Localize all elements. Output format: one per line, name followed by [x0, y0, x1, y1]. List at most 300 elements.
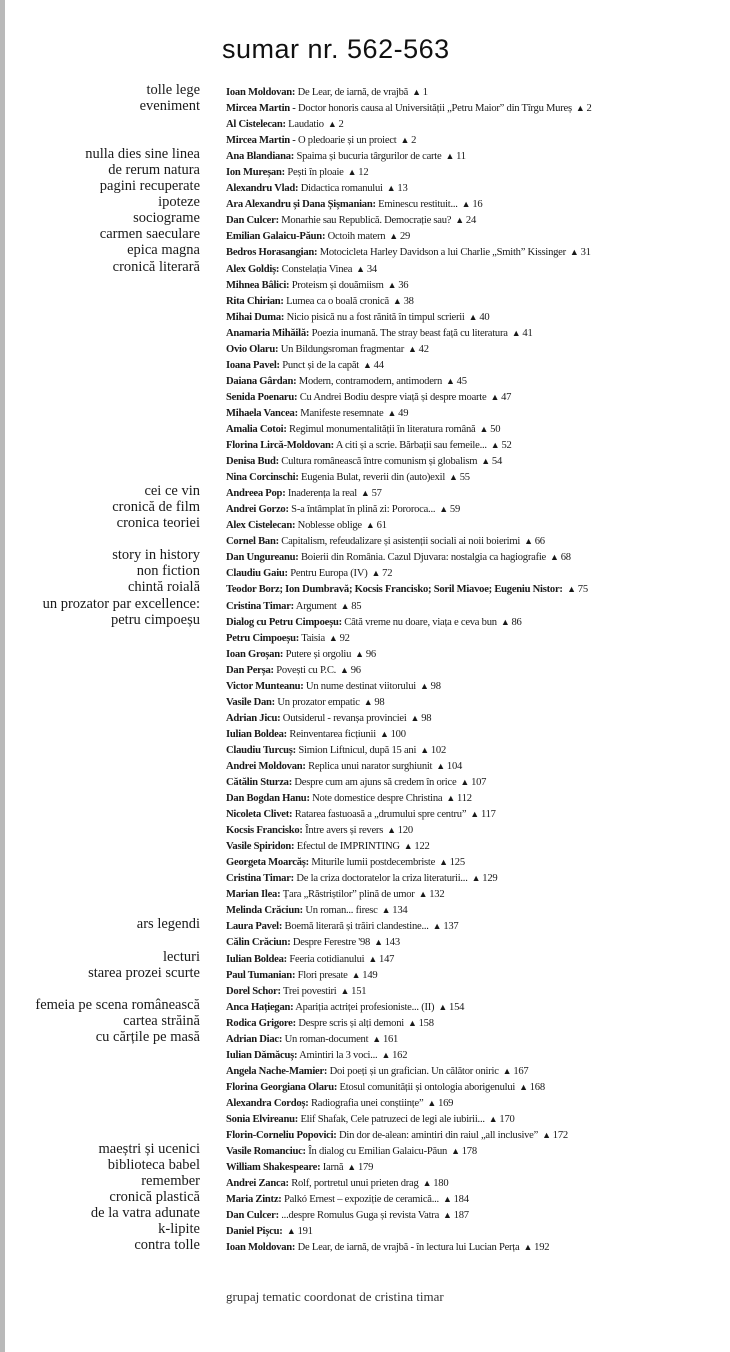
toc-entry[interactable]	[226, 358, 384, 373]
toc-entry[interactable]	[226, 486, 382, 501]
triangle-marker-icon: ▲	[540, 1130, 553, 1141]
toc-row	[0, 996, 730, 1015]
entry-page-number: 147	[379, 953, 395, 965]
triangle-marker-icon: ▲	[369, 568, 383, 579]
entry-title: Un prozator empatic	[277, 696, 360, 708]
toc-row	[0, 453, 730, 469]
toc-entry[interactable]	[226, 1192, 469, 1207]
entry-page-number: 42	[418, 343, 429, 355]
toc-entry[interactable]	[226, 229, 410, 244]
toc-entry[interactable]	[226, 968, 377, 983]
toc-entry[interactable]	[226, 1032, 398, 1047]
toc-row	[0, 1239, 730, 1255]
toc-entry[interactable]	[226, 743, 446, 758]
toc-row	[0, 1063, 730, 1079]
entry-author: Iulian Boldea:	[226, 728, 287, 740]
toc-entry[interactable]	[226, 502, 460, 517]
entry-author: Senida Poenaru:	[226, 391, 298, 403]
entry-author: Paul Tumanian:	[226, 969, 296, 981]
toc-row	[0, 437, 730, 453]
toc-row	[0, 742, 730, 758]
triangle-marker-icon: ▲	[500, 1065, 514, 1076]
toc-entry[interactable]	[226, 727, 406, 742]
toc-row	[0, 421, 730, 437]
entry-page-number: 96	[365, 648, 376, 660]
entry-page-number: 2	[338, 119, 344, 131]
toc-entry[interactable]	[226, 952, 394, 967]
triangle-marker-icon: ▲	[425, 1097, 439, 1108]
entry-page-number: 192	[534, 1242, 550, 1254]
triangle-marker-icon: ▲	[567, 247, 581, 258]
section-label: lecturi	[162, 948, 200, 965]
section-label: cronică de film	[112, 499, 200, 516]
toc-entry[interactable]	[226, 149, 466, 164]
triangle-marker-icon: ▲	[498, 616, 512, 627]
entry-page-number: 184	[453, 1194, 469, 1206]
toc-entry[interactable]	[226, 390, 511, 405]
triangle-marker-icon: ▲	[522, 536, 535, 547]
toc-entry[interactable]	[226, 550, 571, 565]
entry-author: Alex Goldiș:	[226, 263, 280, 275]
triangle-marker-icon: ▲	[437, 504, 450, 515]
entry-author: Kocsis Francisko:	[226, 825, 303, 837]
toc-row	[0, 1047, 730, 1063]
toc-entry[interactable]	[226, 1208, 469, 1223]
entry-page-number: 16	[472, 199, 483, 211]
toc-row	[0, 918, 730, 934]
triangle-marker-icon: ▲	[567, 584, 578, 595]
triangle-marker-icon: ▲	[358, 488, 372, 499]
toc-entry[interactable]	[226, 935, 400, 950]
entry-page-number: 36	[398, 279, 409, 291]
triangle-marker-icon: ▲	[345, 167, 359, 178]
triangle-marker-icon: ▲	[384, 183, 398, 194]
entry-author: Ovio Olaru:	[226, 343, 279, 355]
toc-row	[0, 1079, 730, 1095]
section-label: chintă roială	[127, 579, 200, 596]
toc-entry[interactable]	[226, 85, 428, 100]
toc-entry[interactable]	[226, 582, 588, 597]
entry-title: Eminescu restituit...	[378, 199, 458, 211]
toc-entry[interactable]	[226, 374, 467, 389]
toc-row	[0, 1111, 730, 1127]
triangle-marker-icon: ▲	[361, 696, 375, 707]
triangle-marker-icon: ▲	[366, 953, 380, 964]
entry-title: S-a întâmplat în plină zi: Pororoca...	[291, 504, 436, 516]
toc-row	[0, 533, 730, 549]
triangle-marker-icon: ▲	[469, 873, 483, 884]
entry-author: Bedros Horasangian:	[226, 247, 318, 259]
entry-title: Motocicleta Harley Davidson a lui Charlie „Smith” Kissinger	[319, 247, 566, 259]
entry-page-number: 191	[297, 1226, 313, 1238]
toc-row	[0, 549, 730, 565]
toc-entry[interactable]	[226, 615, 522, 630]
triangle-marker-icon: ▲	[408, 712, 422, 723]
toc-entry[interactable]	[226, 454, 502, 469]
entry-author: Alexandra Cordoș:	[226, 1097, 309, 1109]
section-label: de la vatra adunate	[90, 1205, 200, 1222]
section-label: pagini recuperate	[99, 178, 200, 195]
toc-entry[interactable]	[226, 775, 486, 790]
toc-entry[interactable]	[226, 1080, 545, 1095]
entry-page-number: 24	[465, 215, 477, 227]
entry-page-number: 98	[430, 680, 441, 692]
entry-title: Octoih matern	[327, 231, 386, 243]
entry-title: Feeria cotidianului	[289, 953, 365, 965]
triangle-marker-icon: ▲	[444, 375, 457, 386]
toc-entry[interactable]	[226, 197, 482, 212]
toc-row	[0, 934, 730, 950]
footer-note: grupaj tematic coordonat de cristina timar	[226, 1289, 444, 1304]
toc-entry[interactable]	[226, 181, 408, 196]
toc-row	[0, 84, 730, 100]
entry-page-number: 66	[534, 536, 545, 548]
triangle-marker-icon: ▲	[354, 263, 367, 274]
entry-author: Vasile Dan:	[226, 696, 275, 708]
triangle-marker-icon: ▲	[385, 279, 399, 290]
section-label: de rerum natura	[108, 162, 200, 179]
toc-row	[0, 1095, 730, 1111]
entry-title: Un Bildungsroman fragmentar	[280, 343, 404, 355]
toc-row	[0, 726, 730, 742]
section-label: petru cimpoeșu	[111, 611, 200, 628]
triangle-marker-icon: ▲	[521, 1242, 535, 1253]
toc-row	[0, 501, 730, 517]
toc-row	[0, 662, 730, 678]
toc-row	[0, 854, 730, 870]
entry-author: Ioan Groșan:	[226, 648, 284, 660]
entry-title: Despre cum am ajuns să credem în orice	[294, 777, 457, 789]
toc-entry[interactable]	[226, 1144, 477, 1159]
toc-entry[interactable]	[226, 1160, 373, 1175]
toc-entry[interactable]	[226, 165, 368, 180]
entry-page-number: 34	[366, 263, 377, 275]
entry-page-number: 96	[350, 664, 361, 676]
toc-entry[interactable]	[226, 1176, 448, 1191]
triangle-marker-icon: ▲	[488, 391, 502, 402]
entry-page-number: 50	[490, 423, 501, 435]
entry-author: Nina Corcinschi:	[226, 472, 299, 484]
entry-page-number: 57	[371, 488, 382, 500]
toc-row	[0, 341, 730, 357]
toc-entry[interactable]	[226, 1016, 434, 1031]
toc-row	[0, 1207, 730, 1223]
section-label: eveniment	[139, 98, 200, 115]
triangle-marker-icon: ▲	[573, 103, 587, 114]
toc-entry[interactable]	[226, 807, 496, 822]
entry-page-number: 107	[471, 777, 487, 789]
entry-author: Ara Alexandru și Dana Șișmanian:	[226, 199, 376, 211]
entry-author: Victor Munteanu:	[226, 680, 304, 692]
entry-title: Câtă vreme nu doare, viața e ceva bun	[344, 616, 497, 628]
entry-author: Mircea Martin -	[226, 135, 296, 147]
toc-entry[interactable]	[226, 759, 462, 774]
triangle-marker-icon: ▲	[441, 1210, 454, 1221]
toc-row	[0, 309, 730, 325]
triangle-marker-icon: ▲	[338, 600, 352, 611]
entry-title: Punct și de la capăt	[282, 359, 359, 371]
section-label: femeia pe scena românească	[35, 996, 200, 1013]
triangle-marker-icon: ▲	[479, 456, 492, 467]
triangle-marker-icon: ▲	[449, 1146, 462, 1157]
entry-title: Doctor honoris causa al Universității „Petru Maior” din Tîrgu Mureș	[298, 103, 572, 115]
toc-entry[interactable]	[226, 310, 489, 325]
triangle-marker-icon: ▲	[370, 1033, 383, 1044]
toc-entry[interactable]	[226, 1096, 453, 1111]
toc-row	[0, 1223, 730, 1239]
toc-entry[interactable]	[226, 887, 444, 902]
entry-page-number: 11	[456, 151, 466, 163]
triangle-marker-icon: ▲	[434, 760, 447, 771]
toc-entry[interactable]	[226, 518, 387, 533]
toc-entry[interactable]	[226, 1128, 568, 1143]
entry-page-number: 92	[339, 632, 350, 644]
entry-author: Florin-Corneliu Popovici:	[226, 1130, 337, 1142]
toc-entry[interactable]	[226, 679, 441, 694]
entry-title: Țara „Răstriștilor” plină de umor	[282, 889, 415, 901]
toc-entry[interactable]	[226, 245, 591, 260]
triangle-marker-icon: ▲	[398, 135, 412, 146]
entry-page-number: 102	[430, 744, 446, 756]
triangle-marker-icon: ▲	[338, 985, 352, 996]
triangle-marker-icon: ▲	[436, 1001, 450, 1012]
entry-page-number: 168	[529, 1081, 545, 1093]
entry-page-number: 134	[392, 905, 408, 917]
entry-title: Boemă literară și trăiri clandestine...	[284, 921, 429, 933]
section-label: cronică plastică	[109, 1189, 200, 1206]
entry-title: Cultura românească între comunism și globalism	[281, 456, 478, 468]
triangle-marker-icon: ▲	[468, 809, 481, 820]
entry-title: Laudatio	[288, 119, 324, 131]
entry-title: Proteism și douămiism	[291, 279, 384, 291]
entry-page-number: 122	[414, 841, 430, 853]
entry-title: Între avers și revers	[305, 825, 384, 837]
triangle-marker-icon: ▲	[509, 327, 523, 338]
entry-title: Manifeste resemnate	[300, 407, 384, 419]
toc-entry[interactable]	[226, 1000, 464, 1015]
entry-title: Boierii din România. Cazul Djuvara: nostalgia ca hagiografie	[300, 552, 547, 564]
entry-page-number: 129	[482, 873, 498, 885]
triangle-marker-icon: ▲	[405, 1017, 419, 1028]
entry-author: Iulian Boldea:	[226, 953, 287, 965]
toc-row	[0, 758, 730, 774]
entry-title: Monarhie sau Republică. Democrație sau?	[281, 215, 452, 227]
toc-entry[interactable]	[226, 1112, 515, 1127]
toc-entry[interactable]	[226, 326, 532, 341]
entry-title: Etosul comunității și ontologia aborigenului	[339, 1081, 516, 1093]
toc-row	[0, 838, 730, 854]
toc-entry[interactable]	[226, 839, 430, 854]
entry-title: Inaderența la real	[287, 488, 357, 500]
toc-row	[0, 100, 730, 116]
entry-author: Andrei Zanca:	[226, 1178, 289, 1190]
section-label: cu cărțile pe masă	[95, 1028, 200, 1045]
toc-entry[interactable]	[226, 631, 350, 646]
entry-page-number: 158	[418, 1017, 434, 1029]
toc-row	[0, 806, 730, 822]
toc-entry[interactable]	[226, 534, 545, 549]
section-label: carmen saeculare	[99, 226, 200, 243]
toc-entry[interactable]	[226, 133, 416, 148]
entry-title: De Lear, de iarnă, de vrajbă	[297, 87, 409, 98]
entry-title: Outsiderul - revanșa provinciei	[282, 712, 407, 724]
entry-page-number: 100	[390, 728, 406, 740]
triangle-marker-icon: ▲	[379, 1049, 393, 1060]
entry-title: Amintiri la 3 voci...	[299, 1049, 378, 1061]
toc-entry[interactable]	[226, 919, 458, 934]
entry-page-number: 85	[351, 600, 362, 612]
toc-row	[0, 258, 730, 277]
toc-entry[interactable]	[226, 1048, 407, 1063]
entry-page-number: 54	[491, 456, 502, 468]
toc-entry[interactable]	[226, 791, 472, 806]
entry-title: Din dor de-alean: amintiri din raiul „all inclusive”	[338, 1130, 539, 1142]
entry-author: Ana Blandiana:	[226, 151, 295, 163]
toc-entry[interactable]	[226, 855, 465, 870]
toc-entry[interactable]	[226, 663, 361, 678]
toc-row	[0, 405, 730, 421]
toc-row	[0, 1159, 730, 1175]
triangle-marker-icon: ▲	[349, 969, 363, 980]
entry-author: Cristina Timar:	[226, 873, 294, 885]
entry-page-number: 120	[397, 825, 413, 837]
entry-page-number: 161	[382, 1033, 399, 1045]
entry-author: Cătălin Sturza:	[226, 777, 292, 789]
entry-page-number: 98	[374, 696, 385, 708]
entry-author: Dialog cu Petru Cimpoeșu:	[226, 616, 342, 628]
triangle-marker-icon: ▲	[430, 921, 444, 932]
toc-row	[0, 964, 730, 983]
entry-page-number: 167	[513, 1065, 529, 1077]
entry-title: Rolf, portretul unui prieten drag	[291, 1178, 419, 1190]
entry-author: Marian Ilea:	[226, 889, 281, 901]
toc-entry[interactable]	[226, 566, 392, 581]
toc-row	[0, 902, 730, 918]
entry-page-number: 2	[586, 103, 592, 115]
entry-page-number: 41	[522, 327, 533, 339]
triangle-marker-icon: ▲	[548, 552, 561, 563]
toc-entry[interactable]	[226, 711, 431, 726]
entry-author: Dan Culcer:	[226, 1210, 279, 1222]
toc-entry[interactable]	[226, 422, 500, 437]
toc-row	[0, 678, 730, 694]
toc-entry[interactable]	[226, 871, 497, 886]
entry-title: Miturile lumii postdecembriste	[311, 857, 436, 869]
toc-entry[interactable]	[226, 1064, 528, 1079]
entry-page-number: 45	[456, 375, 467, 387]
toc-entry[interactable]	[226, 903, 407, 918]
entry-page-number: 44	[373, 359, 384, 371]
entry-page-number: 149	[362, 969, 378, 981]
entry-author: Mihai Duma:	[226, 311, 285, 323]
entry-title: Un roman-document	[284, 1033, 369, 1045]
entry-title: Pești în ploaie	[287, 167, 344, 179]
entry-page-number: 180	[433, 1178, 449, 1190]
entry-author: Teodor Borz; Ion Dumbravă; Kocsis Francisko; Soril Miavoe; Eugeniu Nistor:	[226, 584, 563, 596]
entry-title: Poezia inumană. The stray beast față cu literatura	[311, 327, 508, 339]
entry-author: Andreea Pop:	[226, 488, 286, 500]
toc-entry[interactable]	[226, 438, 512, 453]
entry-author: Cristina Timar:	[226, 600, 294, 612]
entry-author: Laura Pavel:	[226, 921, 283, 933]
toc-row	[0, 293, 730, 309]
entry-title: Didactica romanului	[300, 183, 383, 195]
entry-title: Cu Andrei Bodiu despre viață și despre moarte	[299, 391, 487, 403]
entry-title: Trei povestiri	[282, 985, 337, 997]
entry-author: Claudiu Turcuș:	[226, 744, 296, 756]
entry-title: Povești cu P.C.	[276, 664, 337, 676]
entry-title: Replica unui narator surghiunit	[308, 760, 433, 772]
entry-author: Iulian Dămăcuș:	[226, 1049, 298, 1061]
section-label: remember	[141, 1173, 200, 1190]
entry-author: Ion Mureșan:	[226, 167, 285, 179]
triangle-marker-icon: ▲	[437, 857, 450, 868]
entry-author: Ioana Pavel:	[226, 359, 280, 371]
toc-row	[0, 710, 730, 726]
toc-entry[interactable]	[226, 294, 414, 309]
entry-page-number: 172	[552, 1130, 568, 1142]
entry-page-number: 1	[422, 87, 428, 98]
entry-page-number: 162	[392, 1049, 408, 1061]
entry-page-number: 68	[560, 552, 571, 564]
entry-page-number: 13	[397, 183, 408, 195]
triangle-marker-icon: ▲	[453, 215, 466, 226]
entry-author: Daiana Gârdan:	[226, 375, 297, 387]
toc-entry[interactable]	[226, 101, 592, 116]
toc-row	[0, 244, 730, 260]
entry-author: Vasile Spiridon:	[226, 841, 295, 853]
toc-entry[interactable]	[226, 1240, 549, 1255]
toc-entry[interactable]	[226, 647, 376, 662]
toc-entry[interactable]	[226, 695, 384, 710]
entry-author: Maria Zintz:	[226, 1194, 282, 1206]
entry-author: Andrei Moldovan:	[226, 760, 306, 772]
entry-page-number: 52	[501, 440, 512, 452]
triangle-marker-icon: ▲	[418, 744, 431, 755]
entry-author: Adrian Diac:	[226, 1033, 283, 1045]
entry-author: Dan Culcer:	[226, 215, 279, 227]
toc-row	[0, 790, 730, 806]
toc-entry[interactable]	[226, 342, 429, 357]
toc-entry[interactable]	[226, 470, 470, 485]
toc-row	[0, 517, 730, 533]
entry-author: Dan Perșa:	[226, 664, 274, 676]
entry-title: Flori presate	[297, 969, 348, 981]
toc-entry[interactable]	[226, 1224, 313, 1239]
entry-title: De la criza doctoratelor la criza literaturii...	[296, 873, 468, 885]
toc-entry[interactable]	[226, 213, 476, 228]
toc-entry[interactable]	[226, 406, 408, 421]
entry-title: O pledoarie și un proiect	[298, 135, 397, 147]
entry-title: Palkó Ernest – expoziție de ceramică...	[283, 1194, 439, 1206]
toc-entry[interactable]	[226, 262, 377, 277]
entry-author: Dorel Schor:	[226, 985, 281, 997]
toc-entry[interactable]	[226, 117, 344, 132]
toc-entry[interactable]	[226, 984, 366, 999]
toc-entry[interactable]	[226, 278, 408, 293]
toc-entry[interactable]	[226, 599, 361, 614]
entry-author: Dan Bogdan Hanu:	[226, 793, 310, 805]
toc-row	[0, 822, 730, 838]
toc-row	[0, 611, 730, 630]
entry-page-number: 12	[358, 167, 369, 179]
toc-entry[interactable]	[226, 823, 413, 838]
entry-page-number: 187	[453, 1210, 469, 1222]
section-label: non fiction	[136, 563, 200, 580]
triangle-marker-icon: ▲	[387, 231, 400, 242]
triangle-marker-icon: ▲	[338, 664, 351, 675]
toc-row	[0, 196, 730, 212]
